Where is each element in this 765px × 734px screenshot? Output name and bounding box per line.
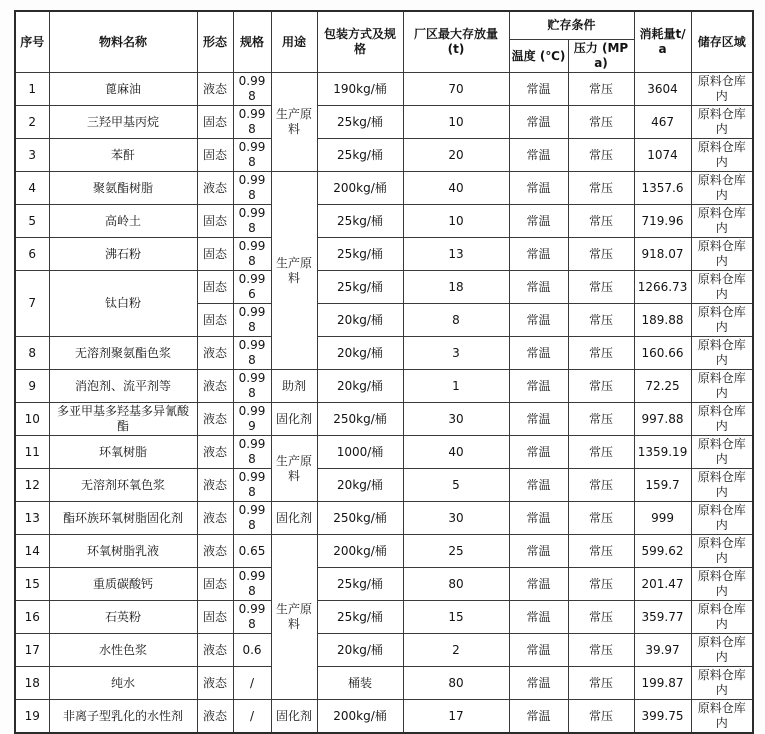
table-cell: 助剂 <box>271 370 317 403</box>
table-cell: 0.6 <box>233 634 271 667</box>
table-cell: / <box>233 667 271 700</box>
table-cell: 常压 <box>568 700 634 734</box>
table-cell: 199.87 <box>634 667 691 700</box>
table-cell: 20kg/桶 <box>317 304 403 337</box>
table-header <box>15 11 753 73</box>
table-cell: 常压 <box>568 502 634 535</box>
table-cell: 13 <box>15 502 49 535</box>
table-cell: 0.998 <box>233 502 271 535</box>
table-cell: 液态 <box>197 535 233 568</box>
column-subheader: 压力 (MPa) <box>568 40 634 73</box>
table-cell: 2 <box>15 106 49 139</box>
table-cell: 40 <box>403 172 509 205</box>
table-cell: 189.88 <box>634 304 691 337</box>
table-cell: 常压 <box>568 205 634 238</box>
table-cell: 20kg/桶 <box>317 634 403 667</box>
table-cell: 常温 <box>509 205 568 238</box>
table-cell: 常温 <box>509 601 568 634</box>
table-row <box>15 700 753 734</box>
table-cell: 常温 <box>509 700 568 734</box>
table-cell: 常温 <box>509 106 568 139</box>
table-cell: 生产原料 <box>271 172 317 370</box>
table-cell: 重质碳酸钙 <box>49 568 197 601</box>
table-cell: 原料仓库内 <box>691 139 753 172</box>
table-cell: 常压 <box>568 634 634 667</box>
table-row <box>15 667 753 700</box>
table-cell: 固态 <box>197 205 233 238</box>
table-cell: 多亚甲基多羟基多异氰酸酯 <box>49 403 197 436</box>
table-cell: 生产原料 <box>271 73 317 172</box>
table-cell: 40 <box>403 436 509 469</box>
table-cell: 20kg/桶 <box>317 337 403 370</box>
column-header: 厂区最大存放量 (t) <box>403 11 509 73</box>
table-row <box>15 205 753 238</box>
table-cell: 原料仓库内 <box>691 271 753 304</box>
table-cell: 8 <box>403 304 509 337</box>
table-cell: 80 <box>403 568 509 601</box>
table-row <box>15 73 753 106</box>
table-cell: 固化剂 <box>271 700 317 734</box>
table-cell: 常温 <box>509 535 568 568</box>
table-cell: 固态 <box>197 601 233 634</box>
table-cell: 常温 <box>509 337 568 370</box>
table-cell: 25 <box>403 535 509 568</box>
table-row <box>15 601 753 634</box>
table-cell: 200kg/桶 <box>317 700 403 734</box>
table-cell: 常温 <box>509 73 568 106</box>
table-cell: 无溶剂环氧色浆 <box>49 469 197 502</box>
table-cell: 25kg/桶 <box>317 106 403 139</box>
table-cell: 蓖麻油 <box>49 73 197 106</box>
table-cell: 液态 <box>197 502 233 535</box>
table-cell: 80 <box>403 667 509 700</box>
table-cell: 苯酐 <box>49 139 197 172</box>
table-cell: 固态 <box>197 304 233 337</box>
column-header: 消耗量t/a <box>634 11 691 73</box>
table-cell: 0.998 <box>233 73 271 106</box>
table-cell: 250kg/桶 <box>317 502 403 535</box>
table-cell: 18 <box>15 667 49 700</box>
table-cell: 常压 <box>568 139 634 172</box>
column-header: 规格 <box>233 11 271 73</box>
table-cell: 原料仓库内 <box>691 172 753 205</box>
table-cell: 18 <box>403 271 509 304</box>
column-header: 形态 <box>197 11 233 73</box>
table-cell: 1 <box>15 73 49 106</box>
table-body <box>15 73 753 734</box>
table-cell: 常温 <box>509 502 568 535</box>
table-cell: 原料仓库内 <box>691 601 753 634</box>
table-cell: 30 <box>403 403 509 436</box>
table-cell: 原料仓库内 <box>691 205 753 238</box>
table-cell: 0.998 <box>233 436 271 469</box>
table-cell: 4 <box>15 172 49 205</box>
table-cell: 5 <box>15 205 49 238</box>
materials-table <box>14 10 754 734</box>
table-cell: 液态 <box>197 370 233 403</box>
table-row <box>15 106 753 139</box>
table-row <box>15 436 753 469</box>
table-cell: 72.25 <box>634 370 691 403</box>
table-cell: 70 <box>403 73 509 106</box>
table-cell: 生产原料 <box>271 535 317 700</box>
table-cell: 常压 <box>568 436 634 469</box>
table-cell: 高岭土 <box>49 205 197 238</box>
table-cell: 1357.6 <box>634 172 691 205</box>
table-cell: 15 <box>403 601 509 634</box>
header-row <box>15 11 753 40</box>
table-cell: 原料仓库内 <box>691 106 753 139</box>
table-cell: 3 <box>403 337 509 370</box>
table-row <box>15 172 753 205</box>
table-cell: 常压 <box>568 370 634 403</box>
table-cell: 生产原料 <box>271 436 317 502</box>
table-cell: 200kg/桶 <box>317 172 403 205</box>
table-cell: 10 <box>15 403 49 436</box>
table-cell: 常压 <box>568 271 634 304</box>
table-cell: 原料仓库内 <box>691 304 753 337</box>
table-row <box>15 271 753 304</box>
table-cell: 200kg/桶 <box>317 535 403 568</box>
table-row <box>15 403 753 436</box>
table-cell: 0.998 <box>233 337 271 370</box>
table-cell: 1359.19 <box>634 436 691 469</box>
table-cell: 16 <box>15 601 49 634</box>
table-cell: 12 <box>15 469 49 502</box>
table-cell: 液态 <box>197 634 233 667</box>
table-cell: 原料仓库内 <box>691 436 753 469</box>
table-row <box>15 469 753 502</box>
table-cell: 25kg/桶 <box>317 568 403 601</box>
table-cell: 5 <box>403 469 509 502</box>
column-header: 储存区域 <box>691 11 753 73</box>
table-cell: 13 <box>403 238 509 271</box>
table-cell: 常压 <box>568 535 634 568</box>
table-cell: 0.998 <box>233 172 271 205</box>
table-cell: 常温 <box>509 403 568 436</box>
table-cell: 19 <box>15 700 49 734</box>
table-cell: 纯水 <box>49 667 197 700</box>
table-cell: 1000/桶 <box>317 436 403 469</box>
column-header: 序号 <box>15 11 49 73</box>
table-cell: 固态 <box>197 238 233 271</box>
table-row <box>15 238 753 271</box>
table-cell: 原料仓库内 <box>691 403 753 436</box>
table-cell: 6 <box>15 238 49 271</box>
table-cell: 钛白粉 <box>49 271 197 337</box>
table-cell: 常温 <box>509 436 568 469</box>
table-cell: 14 <box>15 535 49 568</box>
table-cell: 原料仓库内 <box>691 568 753 601</box>
table-cell: 消泡剂、流平剂等 <box>49 370 197 403</box>
table-cell: 190kg/桶 <box>317 73 403 106</box>
table-cell: 液态 <box>197 172 233 205</box>
table-cell: 石英粉 <box>49 601 197 634</box>
column-subheader: 温度 (℃) <box>509 40 568 73</box>
table-cell: 原料仓库内 <box>691 238 753 271</box>
table-cell: 常温 <box>509 634 568 667</box>
table-cell: 常压 <box>568 667 634 700</box>
table-cell: 常压 <box>568 172 634 205</box>
table-cell: 30 <box>403 502 509 535</box>
table-cell: 20kg/桶 <box>317 469 403 502</box>
table-cell: 1 <box>403 370 509 403</box>
table-cell: 0.998 <box>233 205 271 238</box>
table-cell: 250kg/桶 <box>317 403 403 436</box>
table-cell: 常压 <box>568 73 634 106</box>
table-cell: 201.47 <box>634 568 691 601</box>
table-cell: 9 <box>15 370 49 403</box>
table-cell: 液态 <box>197 73 233 106</box>
table-cell: 固化剂 <box>271 502 317 535</box>
table-cell: 1266.73 <box>634 271 691 304</box>
table-cell: 719.96 <box>634 205 691 238</box>
table-cell: 11 <box>15 436 49 469</box>
table-cell: 三羟甲基丙烷 <box>49 106 197 139</box>
table-cell: 599.62 <box>634 535 691 568</box>
table-cell: 15 <box>15 568 49 601</box>
table-cell: 常温 <box>509 172 568 205</box>
table-cell: 固态 <box>197 271 233 304</box>
table-cell: 常压 <box>568 337 634 370</box>
table-cell: 环氧树脂 <box>49 436 197 469</box>
table-cell: 固化剂 <box>271 403 317 436</box>
column-header: 贮存条件 <box>509 11 634 40</box>
table-cell: 7 <box>15 271 49 337</box>
table-cell: 39.97 <box>634 634 691 667</box>
table-cell: 0.998 <box>233 568 271 601</box>
table-cell: 常压 <box>568 469 634 502</box>
table-cell: 17 <box>403 700 509 734</box>
table-cell: 常压 <box>568 601 634 634</box>
table-cell: 997.88 <box>634 403 691 436</box>
table-cell: 液态 <box>197 700 233 734</box>
table-cell: 液态 <box>197 667 233 700</box>
table-cell: 0.998 <box>233 370 271 403</box>
column-header: 物料名称 <box>49 11 197 73</box>
table-cell: 25kg/桶 <box>317 139 403 172</box>
table-cell: 0.65 <box>233 535 271 568</box>
table-cell: 液态 <box>197 403 233 436</box>
table-cell: 0.998 <box>233 469 271 502</box>
table-cell: 沸石粉 <box>49 238 197 271</box>
column-header: 用途 <box>271 11 317 73</box>
table-cell: 常压 <box>568 304 634 337</box>
table-cell: 0.998 <box>233 238 271 271</box>
table-cell: 常温 <box>509 568 568 601</box>
table-cell: 467 <box>634 106 691 139</box>
table-cell: 聚氨酯树脂 <box>49 172 197 205</box>
table-cell: 20kg/桶 <box>317 370 403 403</box>
table-cell: 常压 <box>568 568 634 601</box>
table-cell: 原料仓库内 <box>691 502 753 535</box>
table-cell: 常温 <box>509 271 568 304</box>
table-cell: 25kg/桶 <box>317 601 403 634</box>
table-row <box>15 568 753 601</box>
table-cell: 原料仓库内 <box>691 469 753 502</box>
table-cell: 359.77 <box>634 601 691 634</box>
table-cell: 0.998 <box>233 139 271 172</box>
table-cell: 原料仓库内 <box>691 700 753 734</box>
table-cell: 酯环族环氧树脂固化剂 <box>49 502 197 535</box>
table-cell: 原料仓库内 <box>691 634 753 667</box>
table-cell: 999 <box>634 502 691 535</box>
table-cell: 原料仓库内 <box>691 667 753 700</box>
table-row <box>15 634 753 667</box>
table-row <box>15 535 753 568</box>
table-cell: 常温 <box>509 304 568 337</box>
table-cell: 25kg/桶 <box>317 238 403 271</box>
table-cell: / <box>233 700 271 734</box>
table-cell: 常压 <box>568 106 634 139</box>
table-cell: 常温 <box>509 370 568 403</box>
table-cell: 常压 <box>568 238 634 271</box>
table-row <box>15 337 753 370</box>
table-cell: 2 <box>403 634 509 667</box>
table-cell: 3 <box>15 139 49 172</box>
table-cell: 常压 <box>568 403 634 436</box>
table-cell: 桶装 <box>317 667 403 700</box>
table-row <box>15 502 753 535</box>
table-cell: 1074 <box>634 139 691 172</box>
table-cell: 固态 <box>197 568 233 601</box>
table-cell: 20 <box>403 139 509 172</box>
table-cell: 8 <box>15 337 49 370</box>
table-cell: 常温 <box>509 469 568 502</box>
table-cell: 常温 <box>509 139 568 172</box>
table-cell: 25kg/桶 <box>317 271 403 304</box>
table-cell: 10 <box>403 106 509 139</box>
table-cell: 原料仓库内 <box>691 535 753 568</box>
table-cell: 原料仓库内 <box>691 73 753 106</box>
table-cell: 159.7 <box>634 469 691 502</box>
table-cell: 固态 <box>197 139 233 172</box>
table-cell: 环氧树脂乳液 <box>49 535 197 568</box>
table-cell: 399.75 <box>634 700 691 734</box>
table-cell: 液态 <box>197 337 233 370</box>
table-cell: 液态 <box>197 469 233 502</box>
table-cell: 0.998 <box>233 304 271 337</box>
table-cell: 25kg/桶 <box>317 205 403 238</box>
table-cell: 液态 <box>197 436 233 469</box>
table-cell: 160.66 <box>634 337 691 370</box>
table-cell: 10 <box>403 205 509 238</box>
table-cell: 0.996 <box>233 271 271 304</box>
table-cell: 无溶剂聚氨酯色浆 <box>49 337 197 370</box>
table-cell: 常温 <box>509 238 568 271</box>
table-cell: 918.07 <box>634 238 691 271</box>
table-cell: 原料仓库内 <box>691 370 753 403</box>
table-cell: 非离子型乳化的水性剂 <box>49 700 197 734</box>
table-cell: 水性色浆 <box>49 634 197 667</box>
table-cell: 17 <box>15 634 49 667</box>
table-row <box>15 370 753 403</box>
table-cell: 3604 <box>634 73 691 106</box>
table-cell: 固态 <box>197 106 233 139</box>
table-cell: 原料仓库内 <box>691 337 753 370</box>
materials-table-container <box>14 10 754 734</box>
table-cell: 0.998 <box>233 601 271 634</box>
column-header: 包装方式及规格 <box>317 11 403 73</box>
table-cell: 常温 <box>509 667 568 700</box>
table-cell: 0.998 <box>233 106 271 139</box>
table-row <box>15 139 753 172</box>
table-cell: 0.999 <box>233 403 271 436</box>
